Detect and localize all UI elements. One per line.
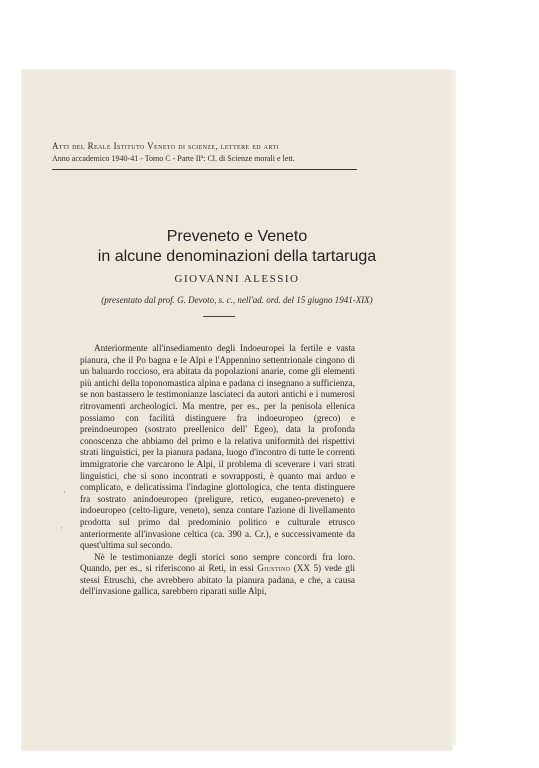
- article-author: GIOVANNI ALESSIO: [174, 273, 300, 285]
- paragraph2-text-start: Nè le testimonianze degli storici sono sempre concordi fra loro. Quando, per es., si riferiscono ai Reti, in essi: [80, 551, 355, 574]
- journal-header: [52, 140, 367, 164]
- journal-title: Atti del Reale Istituto Veneto di scienze, lettere ed arti: [52, 141, 279, 151]
- page-edge: [446, 70, 456, 746]
- body-paragraph-1: Anteriormente all'insediamento degli Indoeuropei la fertile e vasta pianura, che il Po bagna e le Alpi e l'Appennino settentrionale cingono di un baluardo roccioso, era abitata da popolazioni anarie, come gli elementi più antichi della toponomastica alpina e padana ci insegnano a sufficienza, se non bastassero le testimonianze lasciateci da autori antichi e i numerosi ritrovamenti archeologici. Ma mentre, per es., per la penisola ellenica possiamo con facilità distinguere fra indoeuropeo (greco) e preindoeuropeo (sostrato preellenico dell' Egeo), data la profonda conoscenza che abbiamo del primo e la relativa uniformità dei rispettivi strati linguistici, per la pianura padana, luogo d'incontro di tutte le correnti immigratorie che varcarono le Alpi, il problema di sceverare i vari strati linguistici, che si sono incontrati e sovrapposti, è quanto mai arduo e complicato, e delicatissima l'indagine glottologica, che tenta distinguere fra sostrato anindoeuropeo (preligure, retico, euganeo-preveneto) e indoeuropeo (celto-ligure, veneto), senza contare l'azione di livellamento prodotta sul primo dal predominio politico e culturale etrusco anteriormente all'invasione celtica (ca. 390 a. Cr.), e successivamente da quest'ultima sul secondo.: [80, 343, 355, 551]
- margin-mark: ·: [63, 487, 66, 497]
- margin-mark: ·: [60, 523, 63, 533]
- header-rule: [52, 169, 357, 170]
- article-title-line2: in alcune denominazioni della tartaruga: [97, 248, 377, 265]
- author-reference-giustino: Giustino: [257, 563, 291, 574]
- body-paragraph-2: [80, 552, 355, 598]
- title-separator-rule: [203, 316, 235, 317]
- article-title-line1: Preveneto e Veneto: [166, 228, 308, 245]
- paragraph2-text-end: (XX 5) vede gli stessi Etruschi, che avrebbero abitato la pianura padana, e che, a causa dell'invasione gallica, sarebbero riparati sulle Alpi,: [80, 563, 356, 597]
- article-body: [80, 343, 355, 598]
- journal-volume-info: Anno accademico 1940-41 - Tomo C - Parte IIª: Cl. di Scienze morali e lett.: [52, 154, 295, 163]
- presentation-note: (presentato dal prof. G. Devoto, s. c., nell'ad. ord. del 15 giugno 1941-XIX): [101, 295, 373, 305]
